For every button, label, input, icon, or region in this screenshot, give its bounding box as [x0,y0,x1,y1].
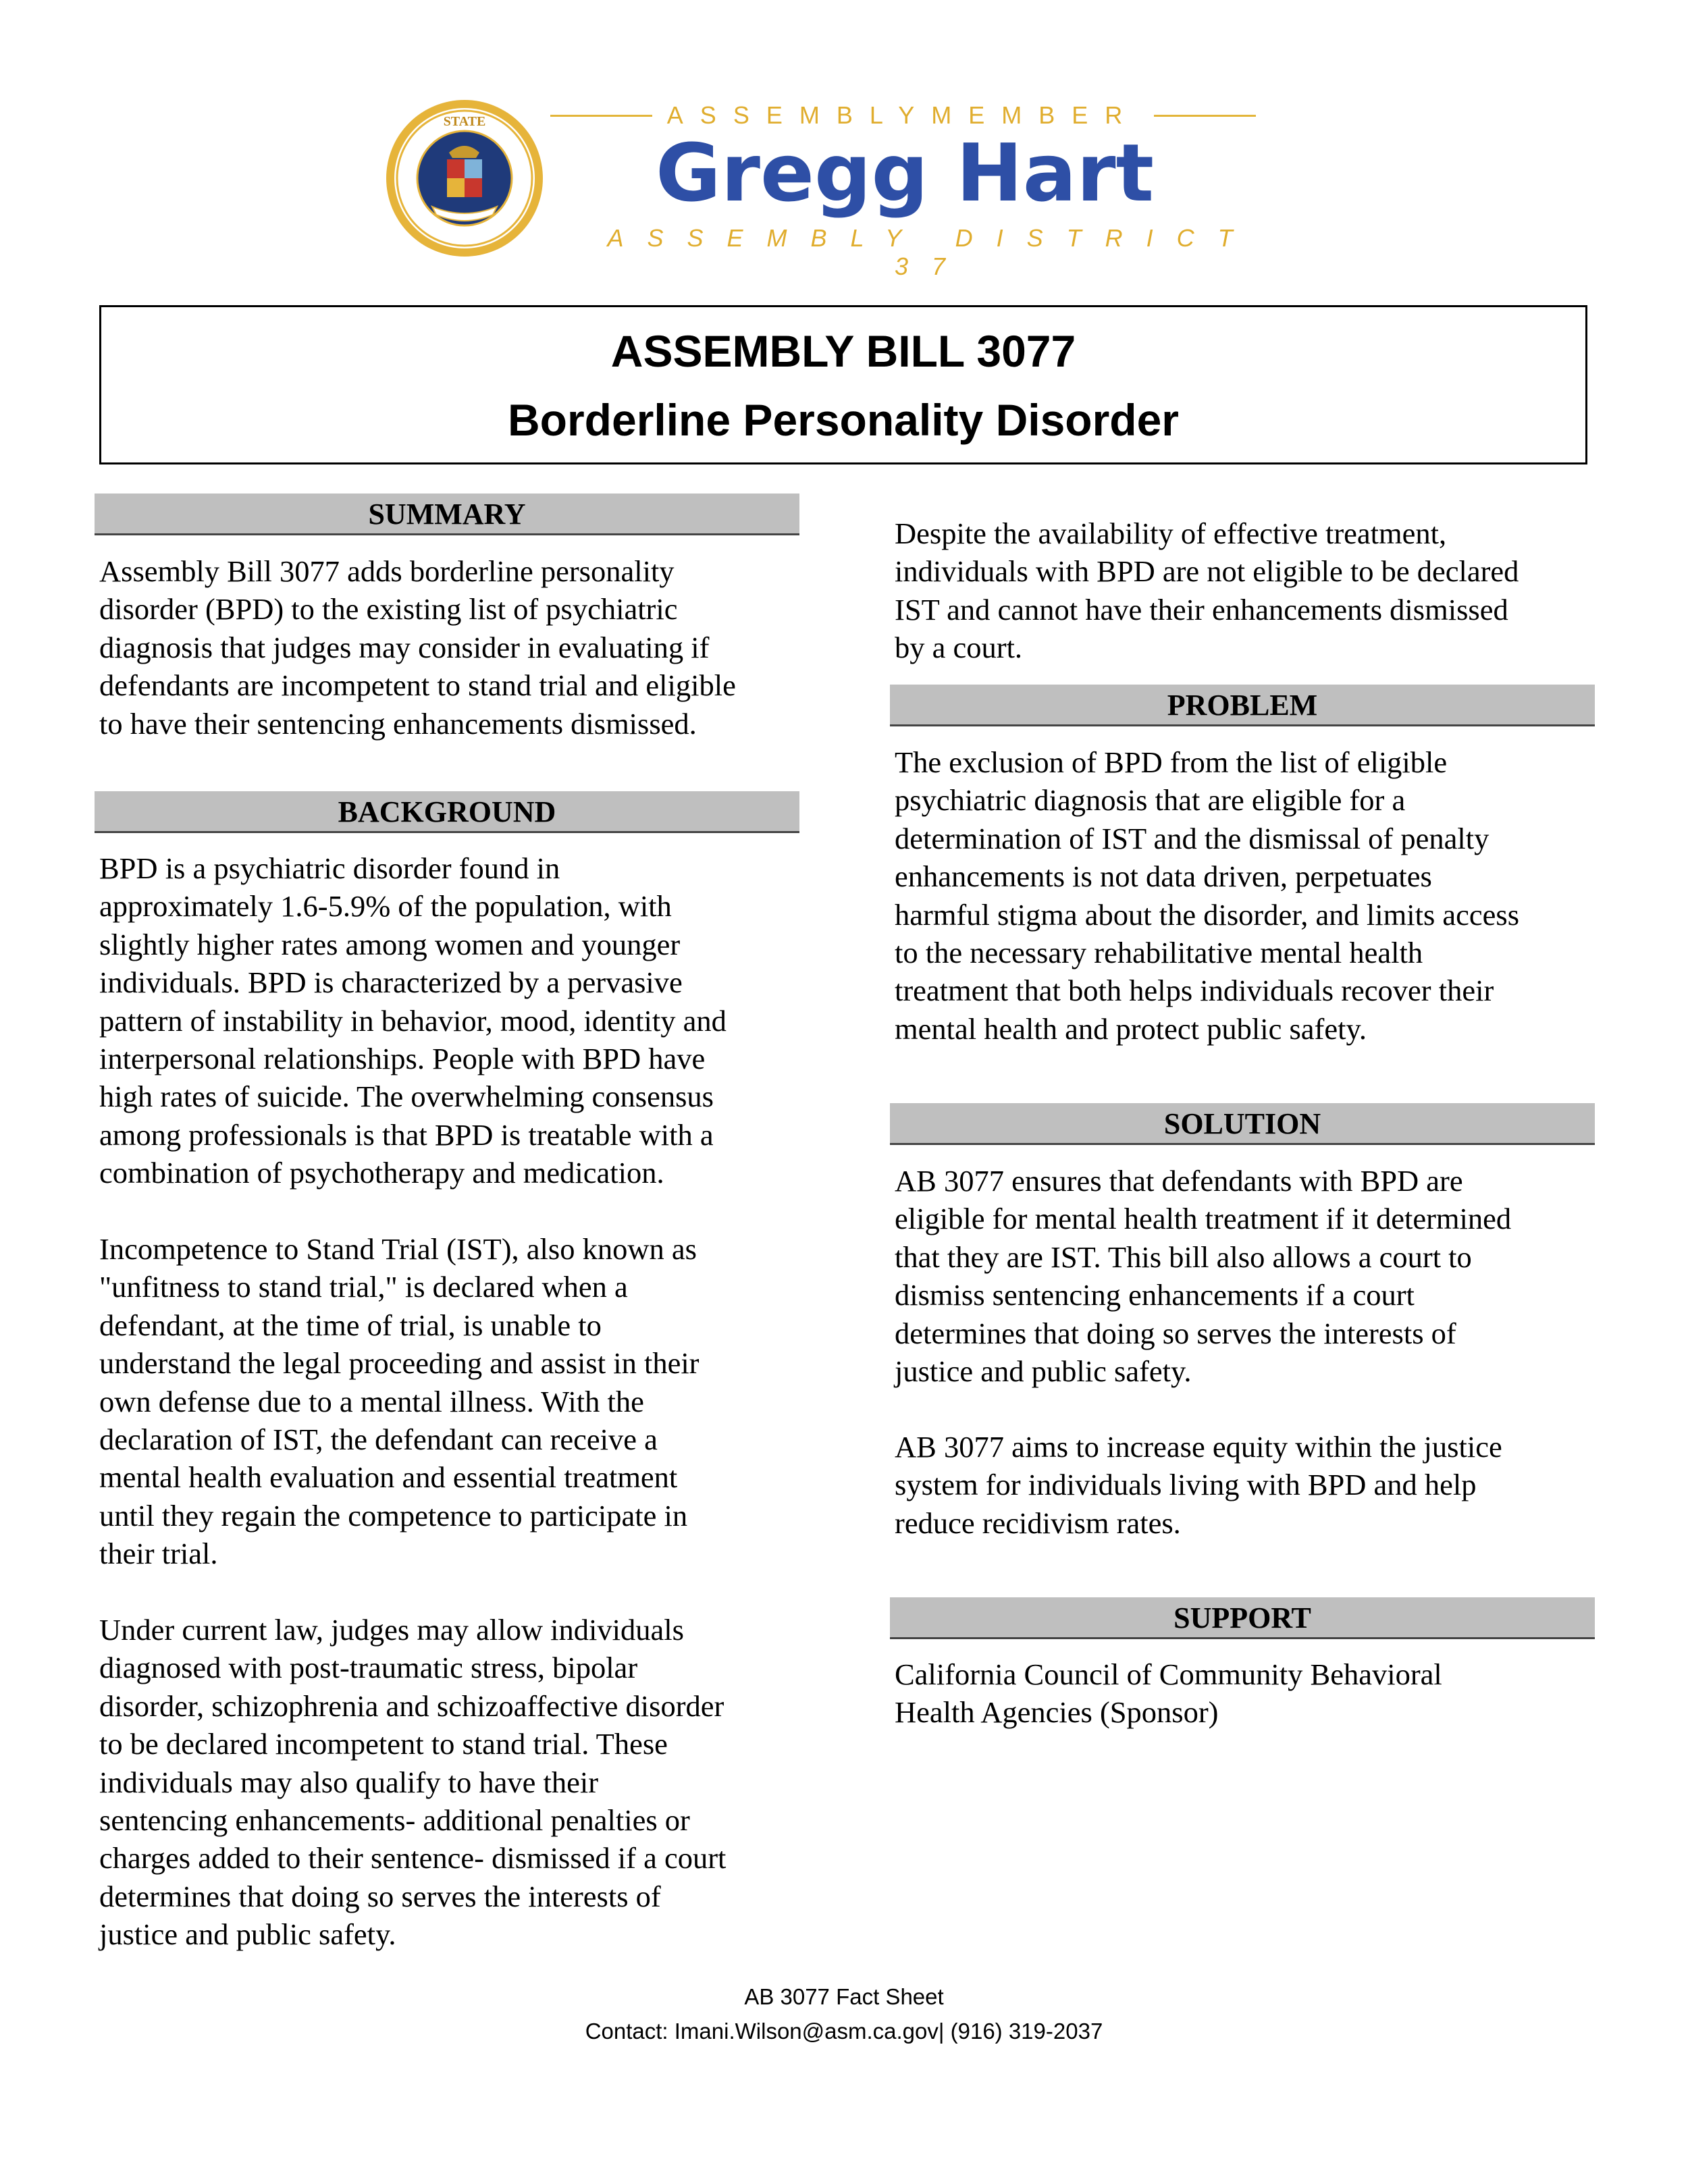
text-line: slightly higher rates among women and younger [99,927,681,961]
text-line: IST and cannot have their enhancements dismissed [895,592,1508,627]
text-line: to have their sentencing enhancements dismissed. [99,706,697,741]
text-line: to be declared incompetent to stand trial. These [99,1727,668,1761]
california-state-assembly-seal [385,99,544,258]
text-line: The exclusion of BPD from the list of eligible [895,745,1448,779]
background-paragraph-2 [99,1230,700,1573]
text-line: individuals may also qualify to have their [99,1765,599,1799]
text-line: dismiss sentencing enhancements if a court [895,1278,1415,1312]
background-paragraph-4 [895,514,1519,667]
text-line: by a court. [895,631,1023,665]
text-line: enhancements is not data driven, perpetuates [895,859,1432,894]
text-line: interpersonal relationships. People with BPD have [99,1042,706,1076]
text-line: own defense due to a mental illness. With the [99,1384,644,1418]
text-line: individuals. BPD is characterized by a pervasive [99,965,683,1000]
text-line: pattern of instability in behavior, mood, identity and [99,1003,727,1038]
svg-text:STATE: STATE [443,114,486,129]
background-paragraph-3 [99,1611,726,1954]
text-line: determination of IST and the dismissal of penalty [895,821,1489,855]
problem-heading: PROBLEM [890,685,1595,726]
summary-text [99,552,736,743]
text-line: sentencing enhancements- additional penalties or [99,1803,690,1838]
text-line: determines that doing so serves the interests of [895,1316,1456,1350]
text-line: "unfitness to stand trial," is declared when a [99,1270,628,1304]
text-line: Incompetence to Stand Trial (IST), also known as [99,1232,697,1266]
background-paragraph-1 [99,849,727,1192]
member-name: Gregg Hart [655,126,1155,219]
text-line: Health Agencies (Sponsor) [895,1695,1219,1730]
text-line: determines that doing so serves the interests of [99,1879,661,1913]
text-line: diagnosis that judges may consider in evaluating if [99,630,710,664]
text-line: defendant, at the time of trial, is unable to [99,1308,602,1342]
text-line: system for individuals living with BPD and help [895,1468,1477,1502]
footer-contact: Contact: Imani.Wilson@asm.ca.gov| (916) 319-2037 [585,2019,1103,2044]
text-line: that they are IST. This bill also allows a court to [895,1240,1472,1274]
text-line: among professionals is that BPD is treatable with a [99,1117,714,1152]
text-line: psychiatric diagnosis that are eligible for a [895,783,1406,818]
text-line: reduce recidivism rates. [895,1506,1181,1540]
text-line: AB 3077 aims to increase equity within the justice [895,1430,1502,1464]
text-line: to the necessary rehabilitative mental health [895,936,1423,970]
text-line: defendants are incompetent to stand trial and eligible [99,668,736,703]
text-line: understand the legal proceeding and assist in their [99,1346,700,1381]
text-line: high rates of suicide. The overwhelming consensus [99,1080,714,1114]
text-line: disorder (BPD) to the existing list of psychiatric [99,592,678,627]
text-line: Under current law, judges may allow individuals [99,1613,684,1647]
text-line: individuals with BPD are not eligible to be declared [895,554,1519,589]
text-line: Despite the availability of effective treatment, [895,516,1447,550]
text-line: mental health and protect public safety. [895,1011,1367,1046]
problem-text [895,743,1519,1048]
support-heading: SUPPORT [890,1597,1595,1639]
solution-heading: SOLUTION [890,1103,1595,1145]
text-line: AB 3077 ensures that defendants with BPD are [895,1164,1463,1198]
district-label: ASSEMBLY DISTRICT 37 [607,224,1257,280]
bill-number: ASSEMBLY BILL 3077 [610,326,1076,376]
gold-rule-left [550,115,652,117]
solution-paragraph-2 [895,1428,1502,1542]
text-line: disorder, schizophrenia and schizoaffective disorder [99,1688,724,1723]
text-line: harmful stigma about the disorder, and limits access [895,897,1520,932]
gold-rule-right [1154,115,1256,117]
text-line: declaration of IST, the defendant can receive a [99,1422,658,1457]
text-line: diagnosed with post-traumatic stress, bipolar [99,1651,638,1685]
text-line: justice and public safety. [99,1917,396,1952]
text-line: combination of psychotherapy and medication. [99,1156,664,1190]
support-text [895,1655,1442,1732]
text-line: treatment that both helps individuals recover their [895,974,1494,1008]
text-line: justice and public safety. [895,1354,1192,1389]
bill-subject: Borderline Personality Disorder [508,395,1179,445]
text-line: eligible for mental health treatment if it determined [895,1202,1512,1236]
text-line: their trial. [99,1537,218,1571]
assemblymember-label: ASSEMBLYMEMBER [666,101,1140,129]
bill-title-box [99,305,1587,464]
footer-title: AB 3077 Fact Sheet [744,1984,944,2009]
text-line: California Council of Community Behavioral [895,1657,1442,1691]
text-line: approximately 1.6-5.9% of the population, with [99,889,672,924]
solution-paragraph-1 [895,1162,1511,1390]
summary-heading: SUMMARY [95,494,799,535]
text-line: charges added to their sentence- dismissed if a court [99,1841,727,1875]
text-line: BPD is a psychiatric disorder found in [99,851,560,885]
text-line: mental health evaluation and essential treatment [99,1460,678,1495]
text-line: until they regain the competence to participate in [99,1498,688,1533]
text-line: Assembly Bill 3077 adds borderline personality [99,554,675,588]
background-heading: BACKGROUND [95,791,799,833]
